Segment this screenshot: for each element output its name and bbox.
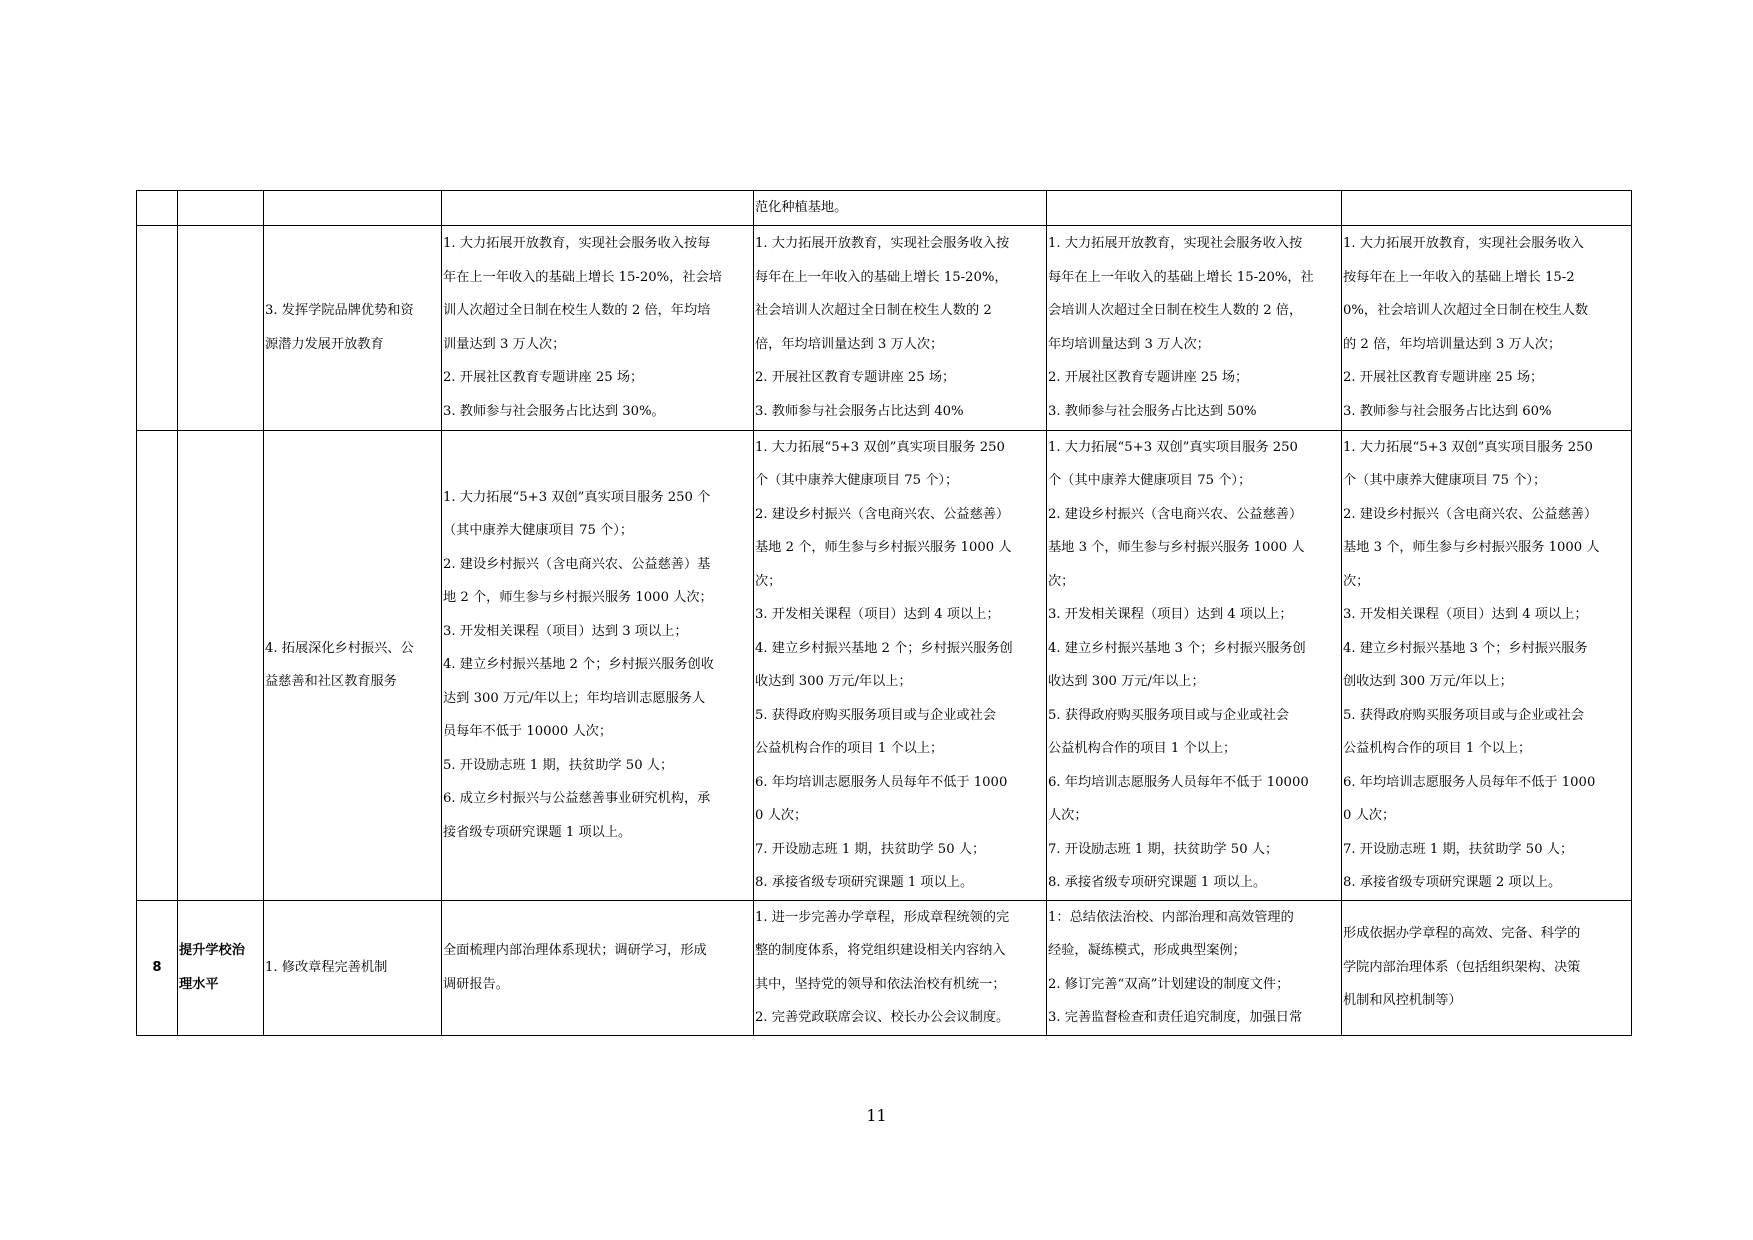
target-line: 5. 获得政府购买服务项目或与企业或社会 bbox=[755, 707, 996, 723]
target-line: 0%，社会培训人次超过全日制在校生人数 bbox=[1343, 303, 1589, 318]
target-line: 4. 建立乡村振兴基地 3 个；乡村振兴服务创 bbox=[1048, 640, 1306, 656]
target-line: 3. 教师参与社会服务占比达到 60% bbox=[1343, 403, 1552, 419]
target-line: 3. 教师参与社会服务占比达到 50% bbox=[1048, 403, 1257, 419]
target-line: 7. 开设励志班 1 期，扶贫助学 50 人； bbox=[755, 841, 986, 857]
category-cell bbox=[178, 225, 264, 430]
target-line: 个（其中康养大健康项目 75 个）； bbox=[755, 473, 959, 488]
category-line: 理水平 bbox=[179, 976, 219, 992]
target-line: 其中，坚持党的领导和依法治校有机统一； bbox=[755, 976, 1006, 992]
category-cell bbox=[178, 430, 264, 900]
target-line: 3. 开发相关课程（项目）达到 4 项以上； bbox=[1343, 607, 1588, 622]
year2-target-cell bbox=[1047, 430, 1342, 900]
target-line: 员每年不低于 10000 人次； bbox=[443, 724, 613, 740]
target-line: 3. 教师参与社会服务占比达到 30%。 bbox=[443, 403, 665, 419]
year3-target-cell bbox=[1342, 430, 1632, 900]
target-line: 社会培训人次超过全日制在校生人数的 2 bbox=[755, 303, 992, 318]
target-line: 1. 大力拓展“5+3 双创”真实项目服务 250 bbox=[1048, 439, 1298, 455]
target-line: 1. 大力拓展“5+3 双创”真实项目服务 250 bbox=[755, 439, 1005, 455]
target-line: 公益机构合作的项目 1 个以上； bbox=[1343, 741, 1532, 756]
target-line: 年均培训量达到 3 万人次； bbox=[1048, 336, 1210, 352]
target-line: 基地 2 个，师生参与乡村振兴服务 1000 人 bbox=[755, 540, 1012, 555]
target-line: 经验，凝练模式，形成典型案例； bbox=[1048, 943, 1246, 958]
task-cell bbox=[264, 430, 442, 900]
item-number-cell bbox=[137, 225, 178, 430]
baseline-target-cell bbox=[442, 191, 754, 226]
target-line: 2. 开展社区教育专题讲座 25 场； bbox=[1048, 370, 1249, 385]
year1-target-cell bbox=[754, 430, 1047, 900]
target-line: 5. 获得政府购买服务项目或与企业或社会 bbox=[1048, 707, 1289, 723]
category-line: 提升学校治 bbox=[179, 943, 245, 958]
target-line: 0 人次； bbox=[1343, 808, 1396, 823]
target-line: 6. 成立乡村振兴与公益慈善事业研究机构，承 bbox=[443, 791, 711, 807]
target-line: 1. 大力拓展开放教育，实现社会服务收入按 bbox=[755, 236, 1010, 251]
target-line: 8. 承接省级专项研究课题 1 项以上。 bbox=[755, 875, 974, 890]
page-number: 11 bbox=[866, 1106, 887, 1125]
target-line: 公益机构合作的项目 1 个以上； bbox=[1048, 741, 1237, 756]
target-line: 7. 开设励志班 1 期，扶贫助学 50 人； bbox=[1343, 841, 1574, 857]
target-line: 调研报告。 bbox=[443, 976, 509, 992]
target-line: 4. 建立乡村振兴基地 3 个；乡村振兴服务 bbox=[1343, 640, 1588, 656]
target-line: 整的制度体系，将党组织建设相关内容纳入 bbox=[755, 943, 1006, 958]
target-line: 7. 开设励志班 1 期，扶贫助学 50 人； bbox=[1048, 841, 1279, 857]
target-line: 收达到 300 万元/年以上； bbox=[755, 674, 912, 689]
target-line: 次； bbox=[1048, 573, 1075, 589]
target-line: 1. 大力拓展开放教育，实现社会服务收入 bbox=[1343, 236, 1584, 251]
target-line: 0 人次； bbox=[755, 808, 808, 823]
target-line: 接省级专项研究课题 1 项以上。 bbox=[443, 824, 632, 840]
target-line: 3. 完善监督检查和责任追究制度，加强日常 bbox=[1048, 1010, 1303, 1025]
baseline-target-cell bbox=[442, 430, 754, 900]
category-cell bbox=[178, 191, 264, 226]
target-line: 5. 获得政府购买服务项目或与企业或社会 bbox=[1343, 707, 1584, 723]
target-line: 每年在上一年收入的基础上增长 15-20%，社 bbox=[1048, 269, 1314, 285]
target-line: 达到 300 万元/年以上；年均培训志愿服务人 bbox=[443, 690, 706, 706]
year2-target-cell bbox=[1047, 191, 1342, 226]
target-line: 次； bbox=[1343, 573, 1370, 589]
target-line: 训人次超过全日制在校生人数的 2 倍，年均培 bbox=[443, 303, 711, 318]
target-line: 5. 开设励志班 1 期，扶贫助学 50 人； bbox=[443, 757, 674, 773]
target-line: 1. 大力拓展开放教育，实现社会服务收入按 bbox=[1048, 236, 1303, 251]
target-line: 2. 建设乡村振兴（含电商兴农、公益慈善） bbox=[755, 506, 1010, 522]
target-line: 1. 大力拓展“5+3 双创”真实项目服务 250 个 bbox=[443, 489, 711, 505]
target-line: 2. 修订完善“双高”计划建设的制度文件； bbox=[1048, 976, 1290, 992]
task-cell bbox=[264, 225, 442, 430]
target-line: 1. 大力拓展开放教育，实现社会服务收入按每 bbox=[443, 236, 711, 251]
category-cell bbox=[178, 900, 264, 1035]
target-line: 训量达到 3 万人次； bbox=[443, 336, 566, 352]
target-line: 基地 3 个，师生参与乡村振兴服务 1000 人 bbox=[1343, 540, 1600, 555]
target-line: 4. 建立乡村振兴基地 2 个；乡村振兴服务创 bbox=[755, 640, 1013, 656]
target-line: 3. 开发相关课程（项目）达到 3 项以上； bbox=[443, 623, 688, 639]
target-line: 次； bbox=[755, 573, 782, 589]
target-line: 2. 建设乡村振兴（含电商兴农、公益慈善） bbox=[1343, 506, 1598, 522]
baseline-target-cell bbox=[442, 225, 754, 430]
target-line: 4. 建立乡村振兴基地 2 个；乡村振兴服务创收 bbox=[443, 657, 714, 673]
target-line: 年在上一年收入的基础上增长 15-20%，社会培 bbox=[443, 269, 722, 285]
target-line: 1. 进一步完善办学章程，形成章程统领的完 bbox=[755, 909, 1010, 925]
target-line: 6. 年均培训志愿服务人员每年不低于 1000 bbox=[755, 774, 1008, 790]
task-line: 3. 发挥学院品牌优势和资 bbox=[265, 303, 414, 318]
target-line: 个（其中康养大健康项目 75 个）； bbox=[1048, 473, 1252, 488]
year2-target-cell bbox=[1047, 225, 1342, 430]
target-line: 2. 完善党政联席会议、校长办公会议制度。 bbox=[755, 1010, 1010, 1025]
target-line: 2. 开展社区教育专题讲座 25 场； bbox=[1343, 370, 1544, 385]
target-line: 3. 开发相关课程（项目）达到 4 项以上； bbox=[1048, 607, 1293, 622]
year1-target-cell bbox=[754, 900, 1047, 1035]
target-line: 个（其中康养大健康项目 75 个）； bbox=[1343, 473, 1547, 488]
target-line: 1：总结依法治校、内部治理和高效管理的 bbox=[1048, 909, 1294, 925]
target-line: 机制和风控机制等） bbox=[1343, 993, 1462, 1009]
target-line: 倍，年均培训量达到 3 万人次； bbox=[755, 336, 944, 352]
target-line: 3. 教师参与社会服务占比达到 40% bbox=[755, 403, 964, 419]
target-line: 每年在上一年收入的基础上增长 15-20%， bbox=[755, 269, 1008, 285]
target-line: 2. 开展社区教育专题讲座 25 场； bbox=[443, 370, 644, 385]
target-line: 8. 承接省级专项研究课题 1 项以上。 bbox=[1048, 875, 1267, 890]
target-line: （其中康养大健康项目 75 个）； bbox=[443, 523, 634, 539]
year3-target-cell bbox=[1342, 191, 1632, 226]
target-line: 2. 建设乡村振兴（含电商兴农、公益慈善） bbox=[1048, 506, 1303, 522]
table-row bbox=[137, 191, 1632, 226]
target-line: 学院内部治理体系（包括组织架构、决策 bbox=[1343, 959, 1581, 975]
item-number-cell bbox=[137, 191, 178, 226]
target-line: 创收达到 300 万元/年以上； bbox=[1343, 674, 1513, 689]
plan-table-body bbox=[137, 191, 1632, 1036]
year1-target-cell bbox=[754, 191, 1047, 226]
item-number-cell bbox=[137, 430, 178, 900]
target-line: 形成依据办学章程的高效、完备、科学的 bbox=[1343, 926, 1581, 942]
task-cell bbox=[264, 191, 442, 226]
task-line: 1. 修改章程完善机制 bbox=[265, 959, 388, 975]
target-line: 全面梳理内部治理体系现状；调研学习，形成 bbox=[443, 943, 707, 958]
plan-table bbox=[136, 190, 1632, 1036]
table-row bbox=[137, 225, 1632, 430]
task-line: 4. 拓展深化乡村振兴、公 bbox=[265, 640, 414, 656]
target-line: 会培训人次超过全日制在校生人数的 2 倍， bbox=[1048, 303, 1303, 318]
task-line: 益慈善和社区教育服务 bbox=[265, 674, 397, 689]
target-line: 1. 大力拓展“5+3 双创”真实项目服务 250 bbox=[1343, 439, 1593, 455]
task-line: 源潜力发展开放教育 bbox=[265, 336, 384, 352]
target-line: 2. 建设乡村振兴（含电商兴农、公益慈善）基 bbox=[443, 556, 711, 572]
target-line: 3. 开发相关课程（项目）达到 4 项以上； bbox=[755, 607, 1000, 622]
target-line: 6. 年均培训志愿服务人员每年不低于 1000 bbox=[1343, 774, 1596, 790]
year3-target-cell bbox=[1342, 225, 1632, 430]
target-line: 范化种植基地。 bbox=[755, 200, 848, 215]
year3-target-cell bbox=[1342, 900, 1632, 1035]
baseline-target-cell bbox=[442, 900, 754, 1035]
target-line: 基地 3 个，师生参与乡村振兴服务 1000 人 bbox=[1048, 540, 1305, 555]
target-line: 收达到 300 万元/年以上； bbox=[1048, 674, 1205, 689]
target-line: 的 2 倍，年均培训量达到 3 万人次； bbox=[1343, 336, 1562, 352]
target-line: 公益机构合作的项目 1 个以上； bbox=[755, 741, 944, 756]
target-line: 8. 承接省级专项研究课题 2 项以上。 bbox=[1343, 875, 1562, 890]
target-line: 按每年在上一年收入的基础上增长 15-2 bbox=[1343, 269, 1575, 285]
target-line: 2. 开展社区教育专题讲座 25 场； bbox=[755, 370, 956, 385]
target-line: 地 2 个，师生参与乡村振兴服务 1000 人次； bbox=[443, 590, 713, 606]
year2-target-cell bbox=[1047, 900, 1342, 1035]
target-line: 6. 年均培训志愿服务人员每年不低于 10000 bbox=[1048, 774, 1309, 790]
table-row bbox=[137, 900, 1632, 1035]
task-cell bbox=[264, 900, 442, 1035]
year1-target-cell bbox=[754, 225, 1047, 430]
table-row bbox=[137, 430, 1632, 900]
target-line: 人次； bbox=[1048, 808, 1088, 823]
item-number-cell: 8 bbox=[137, 900, 178, 1035]
